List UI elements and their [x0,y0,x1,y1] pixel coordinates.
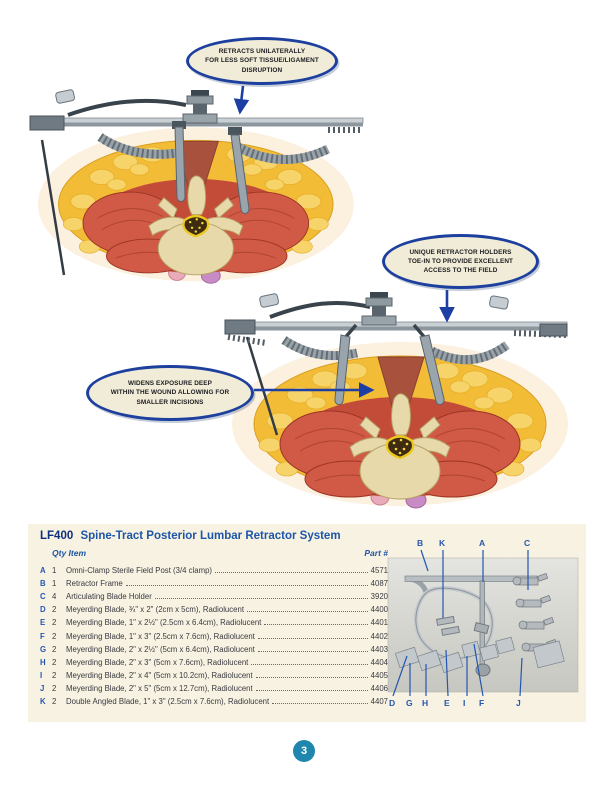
product-photo-block [385,538,585,714]
col-part-number: Part # [364,548,388,558]
row-qty: 2 [52,683,57,693]
row-part-number: 4403 [370,644,388,654]
illustration-unilateral-retraction [28,85,368,297]
photo-label: B [417,538,424,548]
dot-leader [215,572,368,573]
row-letter: B [40,579,46,589]
photo-label: J [516,698,521,708]
row-item: Meyerding Blade, 2" x 2½" (5cm x 6.4cm), Radiolucent [66,644,255,654]
photo-label: A [479,538,486,548]
photo-label: I [463,698,466,708]
row-item: Meyerding Blade, 1" x 3" (2.5cm x 7.6cm), Radiolucent [66,631,255,641]
table-row [40,575,388,588]
row-part-number: 4400 [370,605,388,615]
row-letter: H [40,657,46,667]
callout-line: SMALLER INCISIONS [136,398,204,406]
callout-line: RETRACTS UNILATERALLY [218,48,306,56]
dot-leader [256,690,368,691]
dot-leader [251,664,367,665]
row-qty: 2 [52,631,57,641]
row-part-number: 4404 [370,657,388,667]
row-item: Omni-Clamp Sterile Field Post (3/4 clamp) [66,566,213,576]
row-qty: 1 [52,579,57,589]
row-item: Retractor Frame [66,579,123,589]
row-letter: J [40,683,45,693]
dot-leader [258,651,368,652]
page-number-badge: 3 [293,740,315,762]
photo-label: H [422,698,429,708]
dot-leader [126,585,368,586]
row-item: Meyerding Blade, ¾" x 2" (2cm x 5cm), Radiolucent [66,605,245,615]
row-part-number: 4406 [370,683,388,693]
table-column-headers [40,548,388,558]
dot-leader [264,624,367,625]
row-letter: A [40,566,46,576]
table-row [40,680,388,693]
callout-unique-retractor-holders [382,234,539,289]
row-item: Articulating Blade Holder [66,592,152,602]
table-row [40,588,388,601]
row-part-number: 3920 [370,592,388,602]
row-part-number: 4405 [370,670,388,680]
dot-leader [155,598,368,599]
product-code: LF400 [40,530,74,542]
table-row [40,693,388,706]
product-photo [385,538,585,714]
row-letter: E [40,618,46,628]
table-row [40,562,388,575]
photo-label: F [479,698,485,708]
row-qty: 2 [52,657,57,667]
callout-line: TOE-IN TO PROVIDE EXCELLENT [407,257,514,265]
row-letter: F [40,631,45,641]
row-qty: 2 [52,697,57,707]
dot-leader [256,677,368,678]
product-name: Spine-Tract Posterior Lumbar Retractor System [80,530,341,542]
callout-line: FOR LESS SOFT TISSUE/LIGAMENT [205,57,319,65]
table-row [40,614,388,627]
photo-label: K [439,538,446,548]
center-clamp-2 [362,292,396,325]
photo-label: C [524,538,531,548]
row-part-number: 4401 [370,618,388,628]
callout-line: ACCESS TO THE FIELD [423,267,498,275]
table-title [40,530,341,542]
row-qty: 2 [52,605,57,615]
col-qty-item: Qty Item [52,548,87,558]
row-qty: 2 [52,644,57,654]
table-row [40,641,388,654]
photo-label: E [444,698,450,708]
row-part-number: 4402 [370,631,388,641]
row-qty: 1 [52,566,57,576]
row-letter: I [40,670,43,680]
dot-leader [272,703,367,704]
photo-label: G [406,698,413,708]
center-clamp-1 [183,90,217,123]
callout-line: UNIQUE RETRACTOR HOLDERS [409,248,512,256]
row-part-number: 4407 [370,697,388,707]
row-item: Meyerding Blade, 2" x 5" (5cm x 12.7cm), Radiolucent [66,683,253,693]
row-qty: 2 [52,670,57,680]
table-row [40,627,388,640]
callout-line: WIDENS EXPOSURE DEEP [127,380,213,388]
row-item: Double Angled Blade, 1" x 3" (2.5cm x 7.6cm), Radiolucent [66,697,270,707]
callout-retracts-unilaterally [186,37,338,85]
row-item: Meyerding Blade, 2" x 4" (5cm x 10.2cm), Radiolucent [66,670,253,680]
dot-leader [258,638,368,639]
row-letter: G [40,644,47,654]
row-letter: K [40,697,46,707]
retractor-blade-left-1 [175,127,185,202]
illustration-toed-in-retraction [222,285,584,517]
callout-widens-exposure [86,365,254,421]
table-row [40,667,388,680]
table-row [40,654,388,667]
photo-label: D [389,698,396,708]
callout-line: WITHIN THE WOUND ALLOWING FOR [110,389,230,397]
dot-leader [247,611,368,612]
row-letter: D [40,605,46,615]
row-qty: 4 [52,592,57,602]
row-letter: C [40,592,46,602]
row-item: Meyerding Blade, 1" x 2½" (2.5cm x 6.4cm), Radiolucent [66,618,262,628]
callout-line: DISRUPTION [241,66,283,74]
parts-table-rows [40,562,388,706]
table-row [40,601,388,614]
row-qty: 2 [52,618,57,628]
row-part-number: 4571 [370,566,388,576]
row-item: Meyerding Blade, 2" x 3" (5cm x 7.6cm), Radiolucent [66,657,249,667]
row-part-number: 4087 [370,579,388,589]
